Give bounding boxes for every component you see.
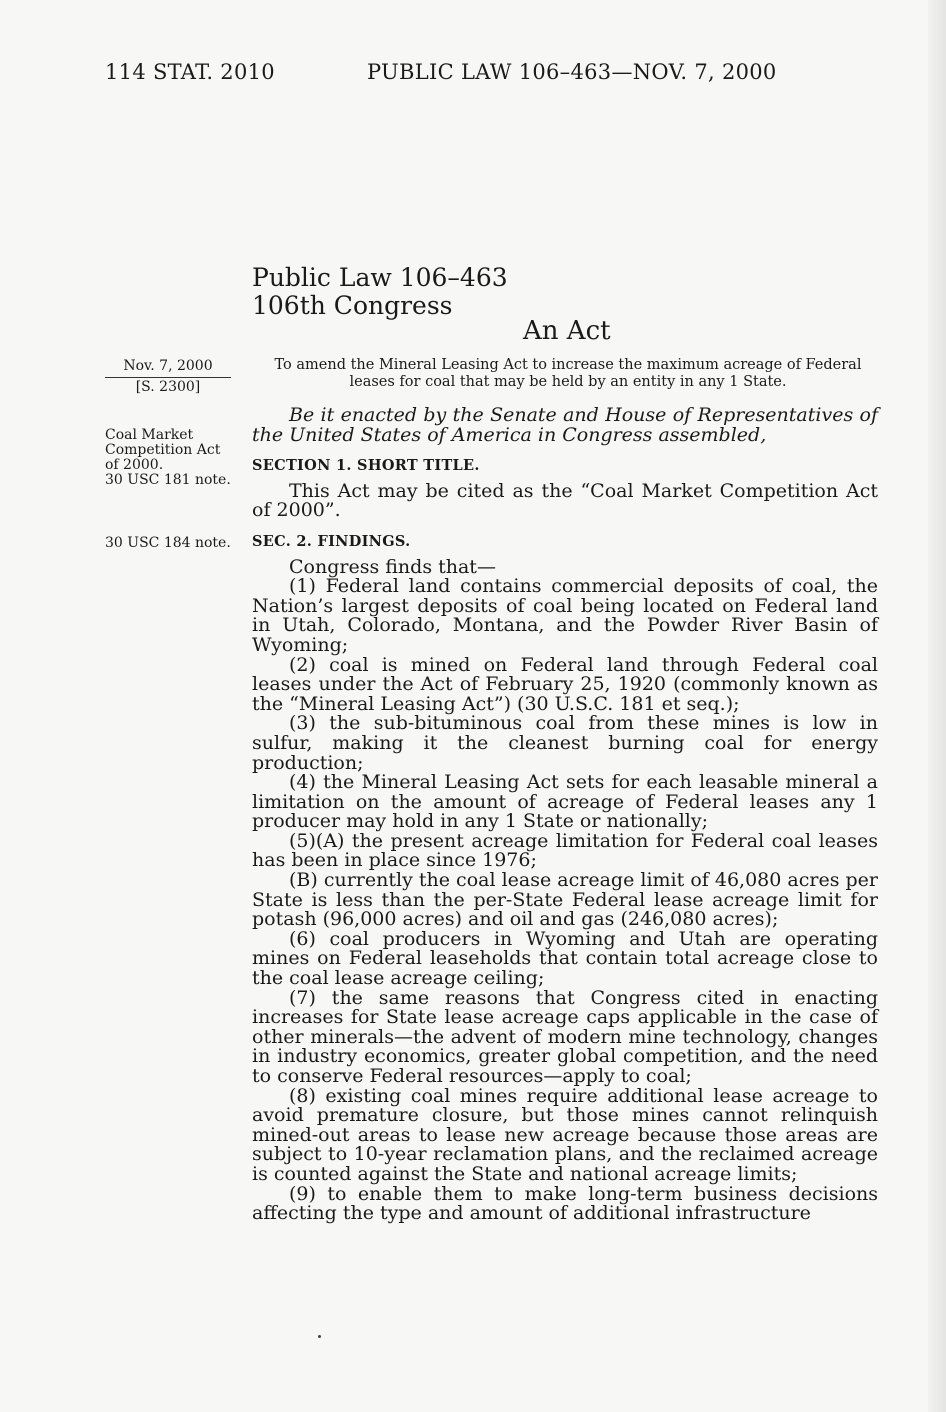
margin-line: 30 USC 181 note.: [105, 472, 231, 488]
stat-page-number: 114 STAT. 2010: [105, 60, 275, 84]
finding-item: (5)(A) the present acreage limitation for Federal coal leases has been in place since 1976;: [252, 829, 878, 872]
section-heading: SEC. 2. FINDINGS.: [252, 532, 411, 550]
page-edge-shadow: [928, 0, 946, 1412]
act-title: An Act: [523, 316, 611, 346]
finding-item: (B) currently the coal lease acreage limit of 46,080 acres per State is less than the per-State Federal lease acreage limit for potash (96,000 acres) and oil and gas (246,080 acres);: [252, 869, 878, 931]
running-title: PUBLIC LAW 106–463—NOV. 7, 2000: [367, 60, 777, 84]
finding-item: (8) existing coal mines require additional lease acreage to avoid premature closure, but those mines cannot relinquish mined-out areas to lease new acreage because those areas are subject to 10-year reclamation plans, and the reclaimed acreage is counted against the State and national acreage limits;: [252, 1084, 878, 1185]
margin-date-note: [105, 359, 231, 395]
findings-intro: Congress finds that—: [289, 555, 496, 578]
finding-item: (9) to enable them to make long-term business decisions affecting the type and amount of additional infrastructure: [252, 1182, 878, 1225]
section-text: This Act may be cited as the “Coal Market Competition Act of 2000”.: [252, 479, 878, 522]
margin-rule: [105, 377, 231, 378]
scan-speck: [318, 1335, 321, 1338]
enactment-date: Nov. 7, 2000: [123, 358, 213, 374]
law-number: Public Law 106–463: [252, 263, 508, 292]
finding-item: (1) Federal land contains commercial deposits of coal, the Nation’s largest deposits of coal being located on Federal land in Utah, Colorado, Montana, and the Powder River Basin of Wyoming;: [252, 575, 878, 656]
finding-item: (6) coal producers in Wyoming and Utah are operating mines on Federal leaseholds that contain total acreage close to the coal lease acreage ceiling;: [252, 927, 878, 990]
congress-number: 106th Congress: [252, 291, 453, 320]
finding-item: (3) the sub-bituminous coal from these mines is low in sulfur, making it the cleanest burning coal for energy production;: [252, 712, 878, 774]
finding-item: (7) the same reasons that Congress cited in enacting increases for State lease acreage caps applicable in the case of other minerals—the advent of modern mine technology, changes in industry economics, greater global competition, and the need to conserve Federal resources—apply to coal;: [252, 986, 878, 1087]
margin-line: Coal Market: [105, 427, 194, 443]
margin-line: of 2000.: [105, 457, 164, 473]
finding-item: (2) coal is mined on Federal land through Federal coal leases under the Act of February 25, 1920 (commonly known as the “Mineral Leasing Act”) (30 U.S.C. 181 et seq.);: [252, 653, 878, 715]
section-heading: SECTION 1. SHORT TITLE.: [252, 457, 480, 475]
margin-findings-note: 30 USC 184 note.: [105, 535, 231, 551]
act-purpose: To amend the Mineral Leasing Act to increase the maximum acreage of Federal leases for coal that may be held by an entity in any 1 State.: [274, 357, 862, 390]
act-body: [252, 406, 878, 1224]
finding-item: (4) the Mineral Leasing Act sets for each leasable mineral a limitation on the amount of acreage of Federal leases any 1 producer may hold in any 1 State or nationally;: [252, 771, 878, 833]
bill-number: [S. 2300]: [135, 379, 201, 395]
margin-line: Competition Act: [105, 442, 221, 458]
law-title-block: [252, 264, 508, 320]
enacting-clause: Be it enacted by the Senate and House of Representatives of the United States of America in Congress assembled,: [252, 404, 878, 446]
margin-short-title-note: [105, 428, 235, 488]
